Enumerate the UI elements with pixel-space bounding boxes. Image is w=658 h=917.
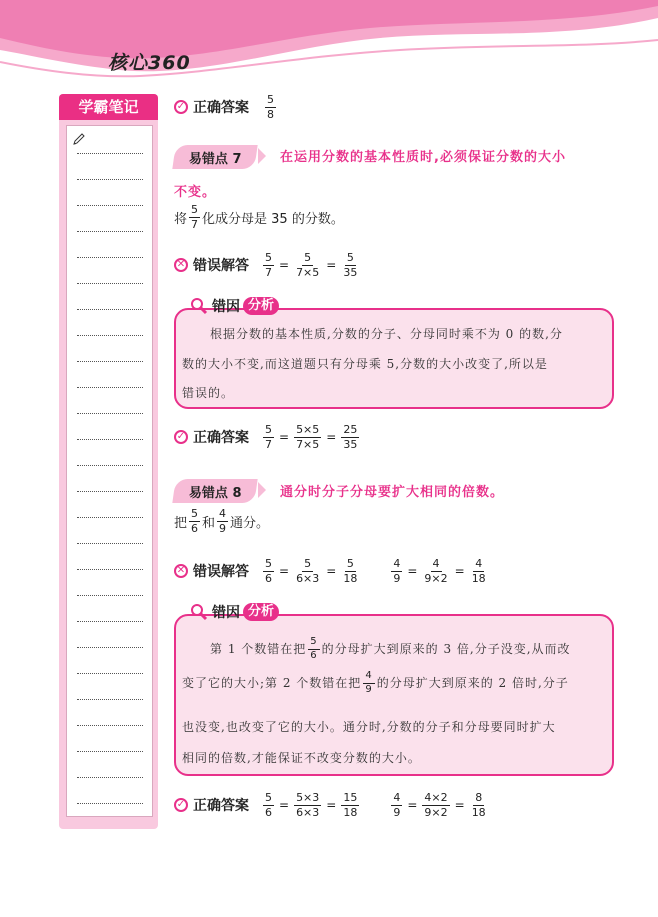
point8-analysis-line2: 变了它的大小;第 2 个数错在把 $\frac{4}{9}$ 的分母扩大到原来的 2 倍时,分子 — [182, 670, 569, 695]
point7-analysis-line2: 数的大小不变,而这道题只有分母乘 5,分数的大小改变了,所以是 — [182, 357, 548, 371]
point8-analysis-line1: 第 1 个数错在把 $\frac{5}{6}$ 的分母扩大到原来的 3 倍,分子没变,从而改 — [210, 636, 571, 661]
point7-analysis-line1: 根据分数的基本性质,分数的分子、分母同时乘不为 0 的数,分 — [210, 327, 563, 341]
note-line — [77, 491, 143, 492]
cross-icon: ✕ — [174, 564, 188, 578]
check-icon: ✓ — [174, 798, 188, 812]
point8-analysis-line4: 相同的倍数,才能保证不改变分数的大小。 — [182, 751, 421, 765]
error-point-7-tag: 易错点 7 — [172, 145, 257, 169]
fraction: $\frac{5}{8}$ — [267, 93, 274, 121]
note-line — [77, 413, 143, 414]
note-line — [77, 387, 143, 388]
header-banner — [0, 0, 658, 90]
notes-sidebar — [59, 94, 158, 829]
note-line — [77, 465, 143, 466]
tag-pointer-icon — [256, 480, 268, 500]
point8-wrong-answer: ✕ 错误解答 $\frac{5}{6}$ = $\frac{5}{6\times 3}$ = $\frac{5}{18}$ $\frac{4}{9}$ = $\frac{4}{9\times 2}$ = $\frac{4}{18}$ — [174, 558, 490, 584]
point8-question: 把 $\frac{5}{6}$ 和 $\frac{4}{9}$ 通分。 — [174, 507, 270, 535]
correct-label: 正确答案 — [193, 100, 249, 117]
top-correct-answer — [174, 94, 278, 120]
note-line — [77, 153, 143, 154]
error-point-8-tag: 易错点 8 — [172, 479, 257, 503]
cross-icon: ✕ — [174, 258, 188, 272]
note-line — [77, 361, 143, 362]
check-icon: ✓ — [174, 430, 188, 444]
point7-analysis-title: 错因 分析 — [190, 296, 279, 316]
point7-wrong-answer: ✕ 错误解答 $\frac{5}{7}$ = $\frac{5}{7\times 5}$ = $\frac{5}{35}$ — [174, 252, 361, 278]
note-line — [77, 673, 143, 674]
note-line — [77, 283, 143, 284]
magnifier-icon — [190, 297, 208, 315]
note-line — [77, 335, 143, 336]
logo-text: 核心360 — [108, 52, 191, 74]
point7-question: 将 $\frac{5}{7}$ 化成分母是 35 的分数。 — [174, 203, 344, 231]
point8-analysis-title: 错因 分析 — [190, 602, 279, 622]
note-line — [77, 543, 143, 544]
check-icon: ✓ — [174, 100, 188, 114]
point7-analysis-line3: 错误的。 — [182, 386, 235, 400]
note-line — [77, 777, 143, 778]
tag-pointer-icon — [256, 146, 268, 166]
note-line — [77, 725, 143, 726]
point8-title: 通分时分子分母要扩大相同的倍数。 — [280, 485, 505, 500]
magnifier-icon — [190, 603, 208, 621]
point7-correct-answer: ✓ 正确答案 $\frac{5}{7}$ = $\frac{5\times 5}{7\times 5}$ = $\frac{25}{35}$ — [174, 424, 361, 450]
note-line — [77, 621, 143, 622]
note-line — [77, 179, 143, 180]
notes-paper — [66, 125, 153, 817]
note-line — [77, 309, 143, 310]
point8-correct-answer: ✓ 正确答案 $\frac{5}{6}$ = $\frac{5\times 3}{6\times 3}$ = $\frac{15}{18}$ $\frac{4}{9}$ = $\frac{4\times 2}{9\times 2}$ = $\frac{8}{18}$ — [174, 792, 490, 818]
point7-title: 在运用分数的基本性质时,必须保证分数的大小 — [280, 150, 566, 165]
note-line — [77, 569, 143, 570]
note-line — [77, 699, 143, 700]
note-line — [77, 439, 143, 440]
note-line — [77, 595, 143, 596]
pencil-icon — [72, 132, 86, 146]
note-line — [77, 803, 143, 804]
sidebar-title: 学霸笔记 — [59, 94, 158, 120]
note-line — [77, 647, 143, 648]
note-line — [77, 231, 143, 232]
note-line — [77, 205, 143, 206]
note-line — [77, 517, 143, 518]
point7-title-cont: 不变。 — [174, 185, 217, 200]
point8-analysis-line3: 也没变,也改变了它的大小。通分时,分数的分子和分母要同时扩大 — [182, 720, 556, 734]
note-line — [77, 751, 143, 752]
note-line — [77, 257, 143, 258]
